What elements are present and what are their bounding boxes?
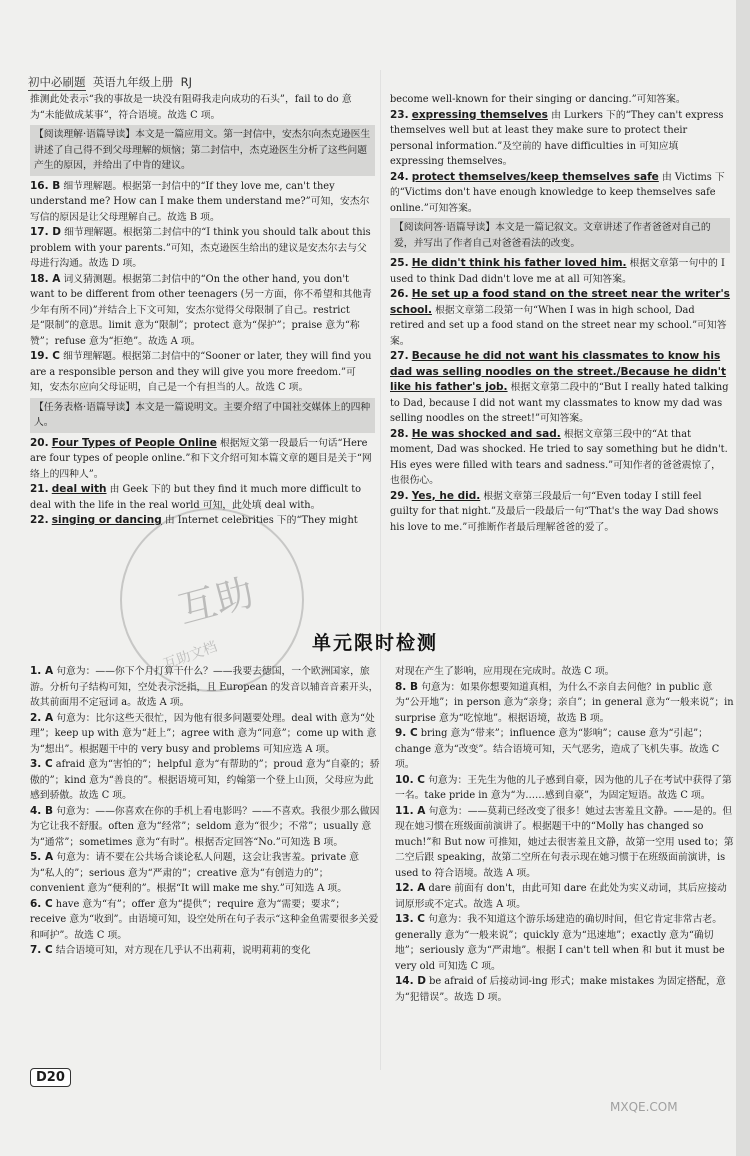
answer-explanation: 细节理解题。根据第二封信中的“Sooner or later, they will find you are a responsible person and they will give you more freedom.”可知，安杰尔应向父母证明，自己是一个有担当的人。故选 C 项。 [30,351,372,393]
running-header [28,74,192,90]
answer-key: He was shocked and sad. [411,427,561,440]
answer-key: expressing themselves [411,108,548,121]
answer-continuation: become well-known for their singing or dancing.”可知答案。 [390,94,686,105]
answer-number: 6. C [30,897,53,910]
answer-key: Four Types of People Online [51,436,217,449]
test-answer-item [30,943,380,959]
section-title: 单元限时检测 [311,632,438,654]
test-answers-right [395,664,735,1005]
answer-number: 29. [390,489,409,502]
answer-explanation: 根据文章第一句中的 I used to think Dad didn't love me at all 可知答案。 [390,258,725,285]
answer-explanation: 细节理解题。根据第二封信中的“I think you should talk about this problem with your parents.”可知，杰克逊医生给出的建议是安杰尔去与父母进行沟通。故选 D 项。 [30,227,371,269]
answer-item [390,427,730,489]
answer-number: 14. D [395,975,426,987]
answer-item [30,436,375,483]
answer-item [30,349,375,396]
page-fold [380,70,381,1070]
test-answer-item [30,850,380,897]
answer-number: 26. [390,288,409,300]
answer-explanation: 句意为：——莫莉已经改变了很多！她过去害羞且文静。——是的。但现在她习惯在班级面前演讲了。根据题干中的“Molly has changed so much!”和 But now 可推知，她过去很害羞且文静，故第一空用 used to；第二空后跟 speaking，故第二空所在句表示现在她习惯于在班级面前演讲，is used to 符合语境。故选 A 项。 [395,805,734,879]
answer-explanation: 句意为：请不要在公共场合谈论私人问题，这会让我害羞。private 意为“私人的”；serious 意为“严肃的”；creative 意为“有创造力的”；convenient 意为“便利的”。根据“It will make me shy.”可知选 A 项。 [30,852,360,894]
answer-explanation: 对现在产生了影响，应用现在完成时。故选 C 项。 [395,666,615,677]
test-answer-item [30,711,380,758]
answer-item [390,108,730,170]
answer-number: 28. [390,427,409,440]
test-answer-item [395,912,735,974]
answer-number: 16. B [30,179,61,192]
answer-number: 27. [390,350,409,362]
answer-item [390,287,730,349]
header-subject: 英语九年级上册 [92,75,174,89]
answer-number: 3. C [30,758,53,770]
answer-explanation: 句意为：如果你想要知道真相，为什么不亲自去问他？in public 意为“公开地”；in person 意为“亲身；亲自”；in general 意为“一般来说”；in surprise 意为“吃惊地”。根据语境，故选 B 项。 [395,681,734,724]
test-answer-item [30,804,380,851]
answer-explanation: afraid 意为“害怕的”；helpful 意为“有帮助的”；proud 意为“自豪的；骄傲的”；kind 意为“善良的”。根据语境可知，约翰第一个登上山顶，父母应为此感到骄傲。故选 C 项。 [30,759,380,801]
test-answer-item [395,680,735,727]
answer-explanation: 由 Lurkers 下的“They can't express themselves well but at least they make sure to protect their personal information.”及空前的 have difficulties in 可知应填 expressing themselves。 [390,109,724,167]
answer-number: 7. C [30,944,53,956]
answer-explanation: 由 Geek 下的 but they find it much more difficult to deal with the life in the real world 可知，此处填 deal with。 [30,484,362,511]
reading-guide-box: 【阅读问答·语篇导读】本文是一篇记叙文。文章讲述了作者爸爸对自己的爱，并写出了作者自己对爸爸看法的改变。 [390,218,730,253]
answer-item [30,179,375,226]
answer-explanation: 由 Internet celebrities 下的“They might [164,515,358,526]
answer-key: He set up a food stand on the street near the writer's school. [390,288,730,316]
test-answer-item [395,773,735,804]
answer-key: deal with [51,483,107,495]
answer-number: 11. A [395,804,426,817]
stamp-char: 互助 [173,569,259,632]
answer-number: 12. A [395,882,426,894]
answer-explanation: 句意为：我不知道这个游乐场建造的确切时间，但它肯定非常古老。generally 意为“一般来说”；quickly 意为“迅速地”；exactly 意为“确切地”；seriously 意为“严肃地”。根据 I can't tell when 和 but it must be very old 可知选 C 项。 [395,914,725,972]
test-answer-item [395,881,735,912]
answer-number: 4. B [30,804,53,817]
stamp-seal [120,508,304,692]
answer-number: 24. [390,170,409,183]
answer-number: 19. C [30,350,60,362]
answer-number: 22. [30,514,49,526]
answer-explanation: 句意为：——你喜欢在你的手机上看电影吗？——不喜欢。我很少那么做因为它让我不舒服。often 意为“经常”；seldom 意为“很少；不常”；usually 意为“通常”；sometimes 意为“有时”。根据否定回答“No.”可知选 B 项。 [30,805,380,848]
answer-number: 10. C [395,773,425,786]
answer-explanation: 根据文章第三段最后一句“Even today I still feel guilty for that night.”及最后一段最后一句“That's the way Dad shows his love to me.”可推断作者最后理解爸爸的爱了。 [390,490,719,533]
answer-key: Yes, he did. [411,489,481,502]
answer-key: He didn't think his father loved him. [411,257,627,269]
answer-number: 18. A [30,272,61,285]
header-book: 初中必刷题 [28,75,86,89]
test-answers-left [30,664,380,959]
answer-explanation: 根据文章第二段中的“But I really hated talking to Dad, because I did not want my classmates to know my dad was selling noodles on the street!”可知答案。 [390,382,729,424]
answer-explanation: 词义猜测题。根据第二封信中的“On the other hand, you don't want to be different from other teenagers (另一方面，你不希望和其他青少年有所不同)”并结合上下文可知，安杰尔觉得父母限制了自己。restrict 是“限制”的意思。limit 意为“限制”；protect 意为“保护”；praise 意为“称赞”；refuse 意为“拒绝”。故选 A 项。 [30,273,372,347]
test-answer-item [395,726,735,773]
answer-explanation: 句意为：比尔这些天很忙，因为他有很多问题要处理。deal with 意为“处理”；keep up with 意为“赶上”；agree with 意为“同意”；come up with 意为“想出”。根据题干中的 very busy and problems 可知应选 A 项。 [30,712,377,755]
answer-explanation: 根据文章第三段中的“At that moment, Dad was shocked. He tried to say something but he didn't. His eyes were filled with tears and sadness.”可知作者的爸爸震惊了，也很伤心。 [390,428,728,486]
answer-explanation: 根据短文第一段最后一句话“Here are four types of people online.”和下文介绍可知本篇文章的题目是关于“网络上的四种人”。 [30,437,372,480]
reading-guide-box: 【任务表格·语篇导读】本文是一篇说明文。主要介绍了中国社交媒体上的四种人。 [30,398,375,433]
test-answer-item [395,804,735,882]
answer-item [30,225,375,272]
reading-guide-box: 【阅读理解·语篇导读】本文是一篇应用文。第一封信中，安杰尔向杰克逊医生讲述了自己得不到父母理解的烦恼；第二封信中，杰克逊医生分析了这些问题产生的原因，并给出了中肯的建议。 [30,125,375,176]
answer-explanation: 结合语境可知，对方现在几乎认不出莉莉，说明莉莉的变化 [55,945,311,956]
answer-number: 23. [390,108,409,121]
answer-explanation: 由 Victims 下的“Victims don't have enough knowledge to keep themselves safe online.”可知答案。 [390,171,725,214]
test-answer-item [30,757,380,804]
answer-explanation: 句意为：王先生为他的儿子感到自豪，因为他的儿子在考试中获得了第一名。take pride in 意为“为……感到自豪”，为固定短语。故选 C 项。 [395,774,732,801]
answer-number: 5. A [30,851,54,863]
answer-key: Because he did not want his classmates to know his dad was selling noodles on the street./Because he didn't like his father's job. [390,350,726,393]
answer-column-right [390,92,730,535]
test-answer-item [395,664,735,680]
answer-explanation: 句意为：——你下个月打算干什么？——我要去德国，一个欧洲国家，旅游。分析句子结构可知，空处表示泛指，且 European 的发音以辅音音素开头，故其前面用不定冠词 a。故选 A 项。 [30,666,379,708]
answer-number: 9. C [395,727,418,739]
watermark: MXQE.COM [610,1100,678,1114]
page-edge [736,0,750,1156]
answer-explanation: 细节理解题。根据第一封信中的“If they love me, can't they understand me? How can I make them understand me?”可知，安杰尔写信的原因是让父母理解自己。故选 B 项。 [30,180,370,223]
answer-item [390,489,730,536]
answer-number: 2. A [30,711,54,724]
answer-explanation: bring 意为“带来”；influence 意为“影响”；cause 意为“引起”；change 意为“改变”。结合语境可知，天气恶劣，造成了飞机失事。故选 C 项。 [395,728,720,770]
answer-explanation: be afraid of 后接动词-ing 形式；make mistakes 为固定搭配，意为“犯错误”。故选 D 项。 [395,976,726,1003]
answer-item [390,349,730,427]
answer-number: 8. B [395,680,418,693]
test-answer-item [395,974,735,1005]
test-answer-item [30,897,380,944]
answer-key: singing or dancing [51,514,162,526]
answer-number: 17. D [30,226,61,238]
answer-item [30,272,375,350]
answer-item [390,256,730,287]
page-number: D20 [30,1068,71,1087]
stamp-sub: 互助文档 [161,638,220,674]
header-edition: RJ [180,75,193,89]
answer-number: 20. [30,436,49,449]
answer-continuation: 推测此处表示“我的事故是一块没有阻碍我走向成功的石头”，fail to do 意为“未能做成某事”，符合语境。故选 C 项。 [30,94,352,121]
answer-explanation: dare 前面有 don't，由此可知 dare 在此处为实义动词，其后应接动词原形或不定式。故选 A 项。 [395,883,727,910]
answer-number: 21. [30,483,49,495]
answer-key: protect themselves/keep themselves safe [411,170,659,183]
answer-number: 13. C [395,913,425,925]
answer-column-left [30,92,375,529]
answer-explanation: have 意为“有”；offer 意为“提供”；require 意为“需要；要求”；receive 意为“收到”。由语境可知，设空处所在句子表示“这种金鱼需要很多关爱和呵护”。故选 C 项。 [30,898,379,941]
answer-number: 25. [390,257,409,269]
answer-item [390,170,730,217]
answer-number: 1. A [30,665,54,677]
answer-explanation: 根据文章第二段第一句“When I was in high school, Dad retired and set up a food stand on the street near my school.”可知答案。 [390,304,727,347]
